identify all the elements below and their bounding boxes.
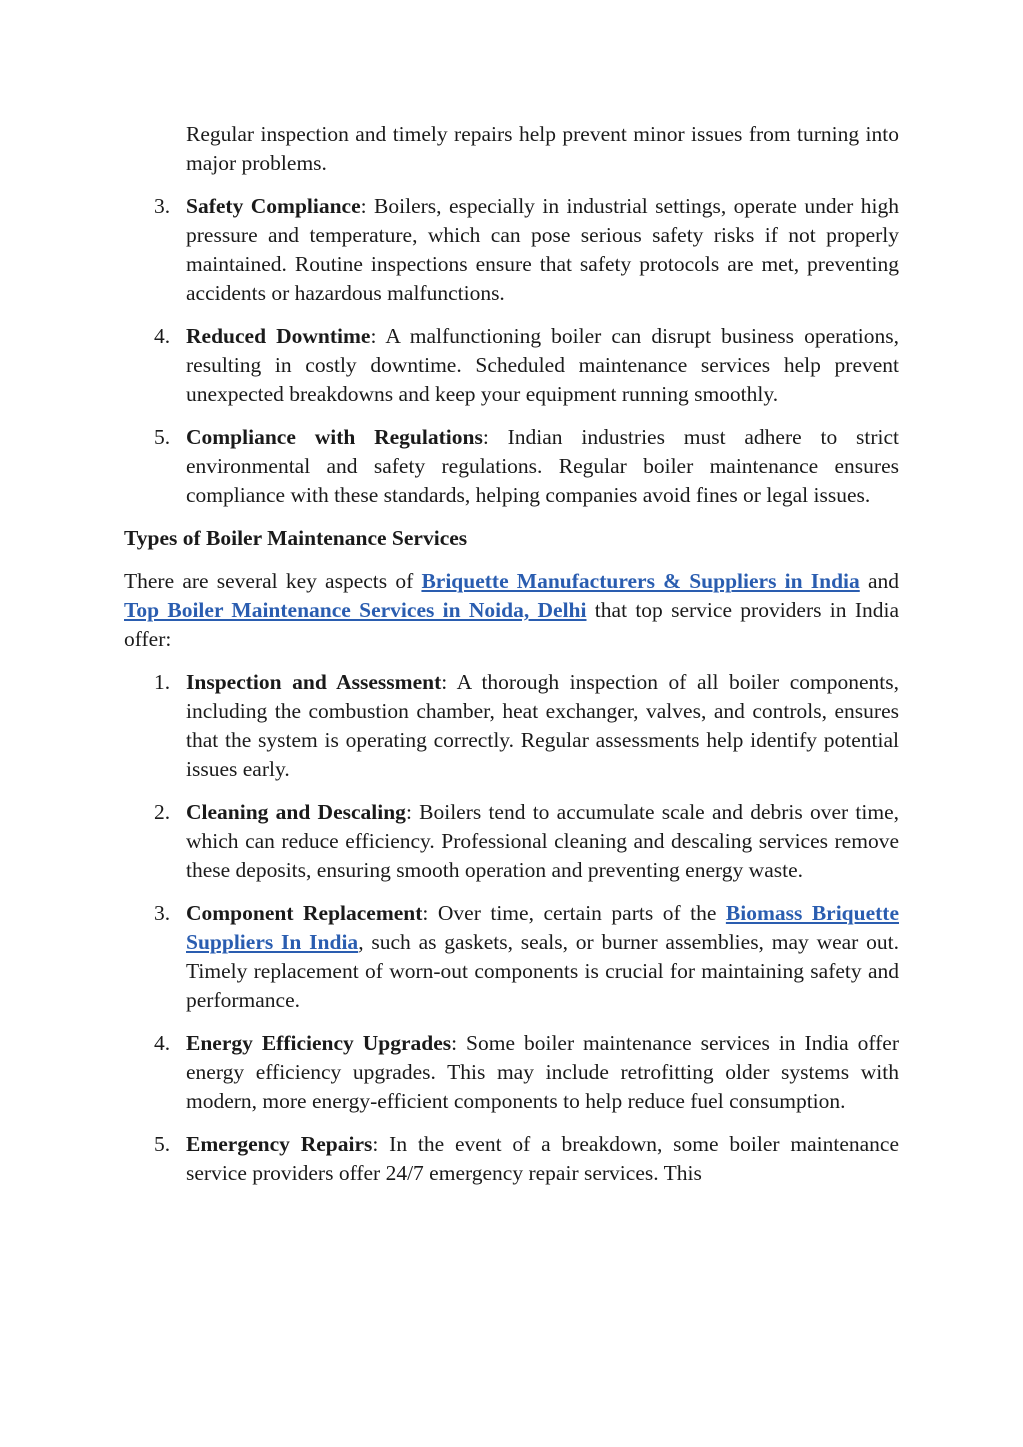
page-content bbox=[124, 120, 899, 1202]
item-term: Inspection and Assessment bbox=[186, 670, 442, 694]
intro-paragraph bbox=[124, 567, 899, 654]
list-number: 2. bbox=[154, 800, 171, 824]
list-number: 3. bbox=[154, 901, 171, 925]
item-text: : Boilers, especially in industrial settings, operate under high pressure and temperature, which can pose serious safety risks if not properly maintained. Routine inspections ensure that safety protocols are met, preventing accidents or hazardous malfunctions. bbox=[186, 194, 899, 305]
item-text-after: , such as gaskets, seals, or burner assemblies, may wear out. Timely replacement of worn-out components is crucial for maintaining safety and performance. bbox=[186, 930, 899, 1012]
types-list bbox=[124, 668, 899, 1188]
list-item bbox=[124, 1130, 899, 1188]
item-text-before: : Over time, certain parts of the bbox=[422, 901, 726, 925]
item-text: : In the event of a breakdown, some boiler maintenance service providers offer 24/7 emergency repair services. This bbox=[186, 1132, 899, 1185]
item-term: Component Replacement bbox=[186, 901, 423, 925]
item-term: Safety Compliance bbox=[186, 194, 361, 218]
intro-text-after: that top service providers in India offer: bbox=[124, 598, 899, 651]
briquette-manufacturers-link[interactable]: Briquette Manufacturers & Suppliers in India bbox=[421, 569, 860, 593]
section-heading: Types of Boiler Maintenance Services bbox=[124, 526, 468, 550]
list-item bbox=[124, 798, 899, 885]
boiler-maintenance-services-link[interactable]: Top Boiler Maintenance Services in Noida, Delhi bbox=[124, 598, 587, 622]
item-text: : Some boiler maintenance services in India offer energy efficiency upgrades. This may include retrofitting older systems with modern, more energy-efficient components to help reduce fuel consumption. bbox=[186, 1031, 900, 1113]
item-text: : A malfunctioning boiler can disrupt business operations, resulting in costly downtime. Scheduled maintenance services help prevent unexpected breakdowns and keep your equipment running smoothly. bbox=[186, 324, 899, 406]
item-text: : Indian industries must adhere to strict environmental and safety regulations. Regular boiler maintenance ensures compliance with these standards, helping companies avoid fines or legal issues. bbox=[186, 425, 899, 507]
item-text: : A thorough inspection of all boiler components, including the combustion chamber, heat exchanger, valves, and controls, ensures that the system is operating correctly. Regular assessments help identify potential issues early. bbox=[186, 670, 899, 781]
intro-text-middle: and bbox=[859, 569, 899, 593]
list-item bbox=[124, 192, 899, 308]
list-item bbox=[124, 322, 899, 409]
list-number: 3. bbox=[154, 194, 171, 218]
list-item bbox=[124, 668, 899, 784]
list-item bbox=[124, 899, 899, 1015]
list-number: 4. bbox=[154, 1031, 171, 1055]
intro-text-before: There are several key aspects of bbox=[124, 569, 422, 593]
list-number: 5. bbox=[154, 1132, 171, 1156]
item-term: Compliance with Regulations bbox=[186, 425, 483, 449]
item-term: Reduced Downtime bbox=[186, 324, 371, 348]
item-term: Emergency Repairs bbox=[186, 1132, 373, 1156]
list-item bbox=[124, 423, 899, 510]
list-number: 4. bbox=[154, 324, 171, 348]
list-item bbox=[124, 1029, 899, 1116]
list-number: 5. bbox=[154, 425, 171, 449]
continuation-paragraph: Regular inspection and timely repairs help prevent minor issues from turning into major problems. bbox=[186, 122, 899, 175]
list-number: 1. bbox=[154, 670, 171, 694]
item-term: Cleaning and Descaling bbox=[186, 800, 406, 824]
biomass-briquette-suppliers-link[interactable]: Biomass Briquette Suppliers In India bbox=[186, 901, 900, 954]
item-term: Energy Efficiency Upgrades bbox=[186, 1031, 452, 1055]
benefits-list bbox=[124, 192, 899, 510]
item-text: : Boilers tend to accumulate scale and debris over time, which can reduce efficiency. Professional cleaning and descaling services remove these deposits, ensuring smooth operation and preventing energy waste. bbox=[186, 800, 899, 882]
